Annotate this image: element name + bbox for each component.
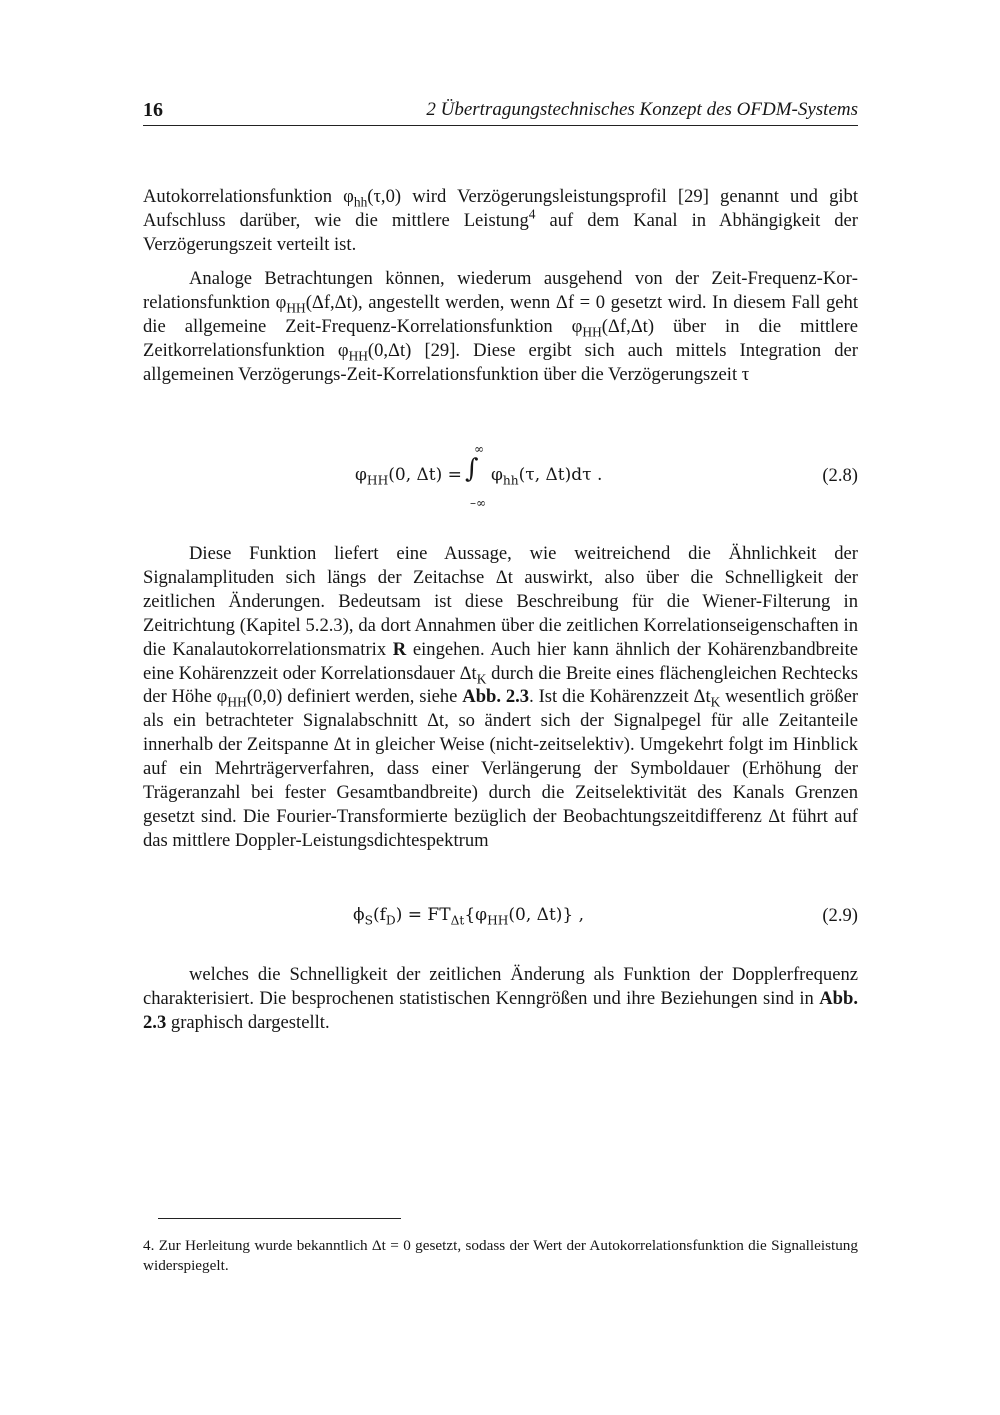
equation-lhs: $\varphi_{HH}(0$, Δt) = xyxy=(355,465,462,488)
footnote-text: Zur Herleitung wurde bekanntlich Δt = 0 gesetzt, sodass der Wert der Autokorrelationsfunktion die Signalleistung widerspiegelt. xyxy=(143,1237,858,1274)
integral-upper-limit: ∞ xyxy=(474,442,484,456)
footnote-separator xyxy=(158,1218,401,1219)
equation-content: $\phi_S(f_D) = FT_{\Delta t}\{\varphi_{HH}(0$, Δt)} , xyxy=(353,905,585,928)
equation-2-9 xyxy=(143,900,858,940)
paragraph-2: Analoge Betrachtungen können, wiederum ausgehend von der Zeit-Frequenz-Korrelationsfunktion $\varphi_{HH}(\Delta f,\Delta t)$, angestellt werden, wenn Δf = 0 gesetzt wird. In diesem Fall geht die allgemeine Zeit-Frequenz-Korrelationsfunktion $\varphi_{HH}(\Delta f,\Delta t)$ über in die mittlere Zeitkorrelationsfunktion $\varphi_{HH}(0,\Delta t)$ [29]. Diese ergibt sich auch mittels Integration der allgemeinen Verzögerungs-Zeit-Korrelationsfunktion über die Verzögerungszeit τ xyxy=(143,268,858,385)
equation-2-8 xyxy=(143,440,858,510)
footnote xyxy=(143,1236,858,1276)
paragraph-3: Diese Funktion liefert eine Aussage, wie weitreichend die Ähnlichkeit der Signalamplituden sich längs der Zeitachse Δt auswirkt, also über die Schnelligkeit der zeitlichen Änderungen. Bedeutsam ist diese Beschreibung für die Wiener-Filterung in Zeitrichtung (Kapitel 5.2.3), da dort Annahmen über die zeitlichen Korrelationseigenschaften in die Kanalautokorrelationsmatrix R eingehen. Auch hier kann ähnlich der Kohärenzbandbreite eine Kohärenzzeit oder Korrelationsdauer $\Delta t_K$ durch die Breite eines flächengleichen Rechtecks der Höhe $\varphi_{HH}(0,0)$ definiert werden, siehe Abb. 2.3. Ist die Kohärenzzeit $\Delta t_K$ wesentlich größer als ein betrachteter Signalabschnitt Δt, so ändert sich der Signalpegel für alle Zeitanteile innerhalb der Zeitspanne Δt in gleicher Weise (nicht-zeitselektiv). Umgekehrt folgt im Hinblick auf ein Mehrträgerverfahren, dass einer Verlängerung der Symboldauer (Erhöhung der Trägeranzahl bei fester Gesamtbandbreite) durch die Zeitselektivität des Kanals Grenzen gesetzt sind. Die Fourier-Transformierte bezüglich der Beobachtungszeitdifferenz Δt führt auf das mittlere Doppler-Leistungsdichtespektrum xyxy=(143,543,859,851)
equation-number: (2.9) xyxy=(822,905,858,926)
paragraph-1: Autokorrelationsfunktion $\varphi_{hh}(\tau,0)$ wird Verzögerungsleistungsprofil [29] genannt und gibt Aufschluss darüber, wie die mittlere Leistung$^4$ auf dem Kanal in Abhängigkeit der Verzögerungszeit verteilt ist. xyxy=(143,186,858,255)
page-number: 16 xyxy=(143,99,163,121)
footnote-ref: 4 xyxy=(528,206,536,222)
figure-reference: Abb. 2.3 xyxy=(462,686,530,708)
figure-reference: Abb. 2.3 xyxy=(143,987,858,1033)
equation-number: (2.8) xyxy=(822,465,858,486)
integral-lower-limit: –∞ xyxy=(470,496,486,510)
running-title: 2 Übertragungstechnisches Konzept des OFDM-Systems xyxy=(426,99,858,120)
integral-sign: ∫ xyxy=(465,454,479,484)
equation-rhs: $\varphi_{hh}(\tau$, Δt)dτ . xyxy=(491,465,603,488)
running-header xyxy=(143,97,858,126)
paragraph-4: welches die Schnelligkeit der zeitlichen Änderung als Funktion der Dopplerfrequenz charakterisiert. Die besprochenen statistischen Kenngrößen und ihre Beziehungen sind in Abb. 2.3 graphisch dargestellt. xyxy=(143,964,858,1033)
footnote-marker: 4. xyxy=(143,1237,155,1254)
